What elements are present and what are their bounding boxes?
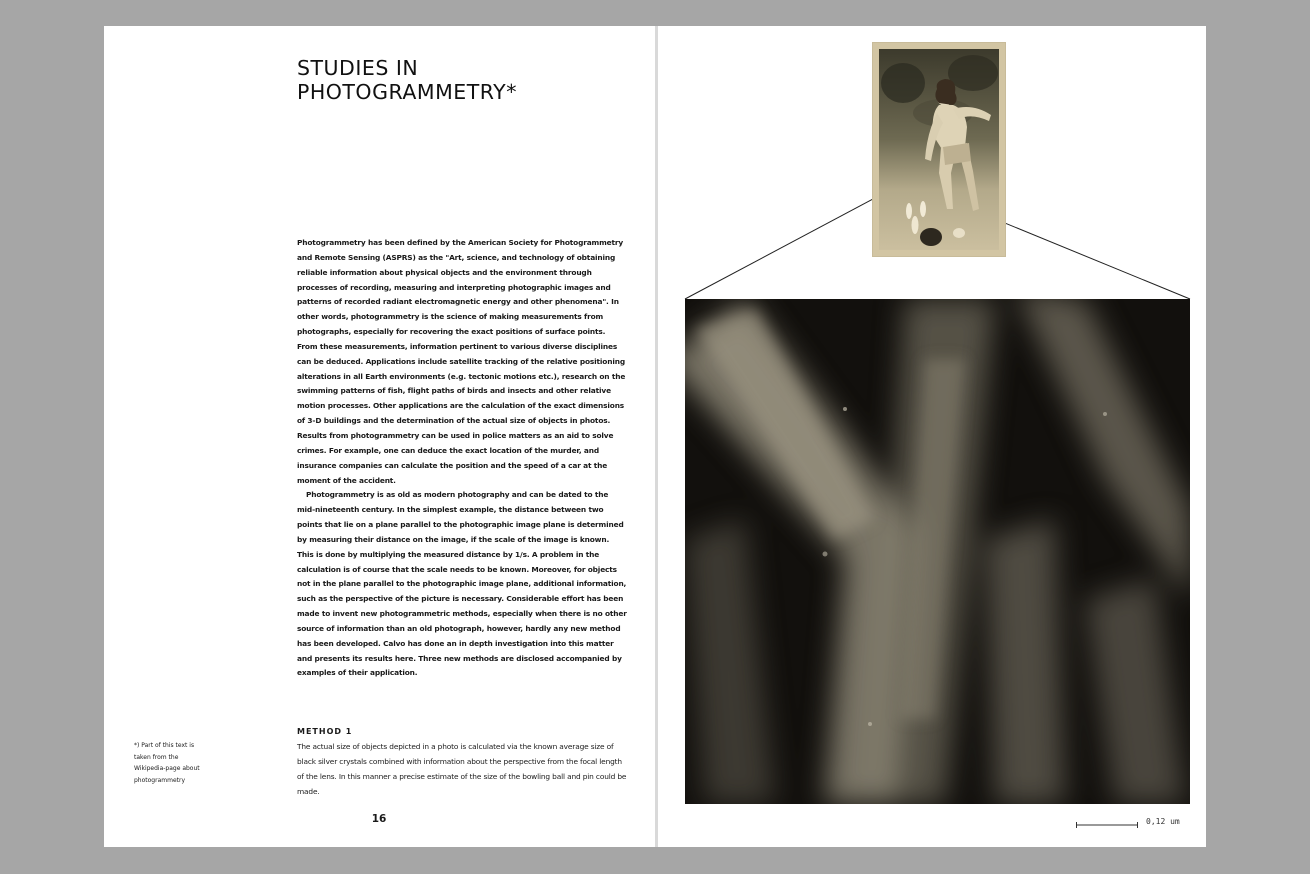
paragraph-1: Photogrammetry has been defined by the American Society for Photogrammetry and Remote Sensing (ASPRS) as the "Art, science, and technology of obtaining reliable information about physical objects and the environment through processes of recording, measuring and interpreting photographic images and patterns of recorded radiant electromagnetic energy and other phenomena". In other words, photogrammetry is the science of making measurements from photographs, especially for recovering the exact positions of surface points. From these measurements, information pertinent to various diverse disciplines can be deduced. Applications include satellite tracking of the relative positioning alterations in all Earth environments (e.g. tectonic motions etc.), research on the swimming patterns of fish, flight paths of birds and insects and other relative motion processes. Other applications are the calculation of the exact dimensions of 3-D buildings and the determination of the actual size of objects in photos. Results from photogrammetry can be used in police matters as an aid to solve crimes. For example, one can deduce the exact location of the murder, and insurance companies can calculate the position and the speed of a car at the moment of the accident.: [297, 238, 626, 485]
footnote: *) Part of this text is taken from the Wikipedia-page about photogrammetry: [134, 742, 200, 784]
page-number: 16: [371, 813, 387, 825]
right-page: [658, 26, 1206, 847]
method-heading: METHOD 1: [297, 727, 353, 736]
title-line-1: STUDIES IN: [297, 56, 419, 80]
scale-label: 0,12 um: [1146, 817, 1180, 826]
zoom-line-left: [685, 182, 905, 299]
left-page: [104, 26, 655, 847]
vintage-photo: [873, 43, 1005, 256]
method-text: The actual size of objects depicted in a photo is calculated via the known average size of black silver crystals combined with information about the perspective from the focal length of the lens. In this manner a precise estimate of the size of the bowling ball and pin could be made.: [297, 742, 627, 796]
bowling-woman-photo: [873, 43, 1005, 256]
page-title: [297, 56, 627, 104]
microscopic-enlargement: [685, 299, 1190, 804]
silver-crystal-texture: [685, 299, 1190, 804]
body-text: [297, 236, 628, 681]
paragraph-2: Photogrammetry is as old as modern photography and can be dated to the mid-nineteenth century. In the simplest example, the distance between two points that lie on a plane parallel to the photographic image plane is determined by measuring their distance on the image, if the scale of the image is known. This is done by multiplying the measured distance by 1/s. A problem in the calculation is of course that the scale needs to be known. Moreover, for objects not in the plane parallel to the photographic image plane, additional information, such as the perspective of the picture is necessary. Considerable effort has been made to invent new photogrammetric methods, especially when there is no other source of information than an old photograph, however, hardly any new method has been developed. Calvo has done an in depth investigation into this matter and presents its results here. Three new methods are disclosed accompanied by examples of their application.: [297, 490, 627, 678]
scale-bar: [1076, 822, 1138, 828]
title-line-2: PHOTOGRAMMETRY*: [297, 80, 517, 104]
